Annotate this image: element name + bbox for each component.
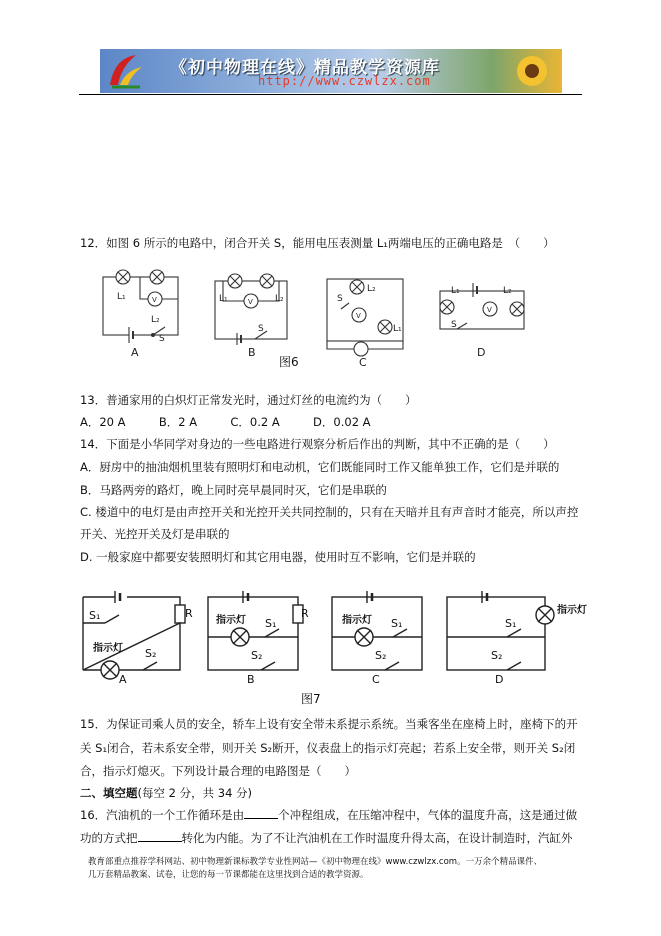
section2-title: 二、填空题 xyxy=(80,786,138,800)
q16-line2 xyxy=(80,830,573,846)
q16-blank2[interactable] xyxy=(138,841,182,842)
circuit-6b xyxy=(215,274,287,345)
q16-blank1[interactable] xyxy=(244,818,278,819)
q13-option-b: B．2 A xyxy=(158,415,198,429)
q15-stem-line2: 关 S₁闭合，若未系安全带，则开关 S₂断开，仪表盘上的指示灯亮起；若系上安全带，则开关 S₂闭 xyxy=(80,741,576,755)
q13-option-d: D．0.02 A xyxy=(313,415,371,429)
q13-stem: 13．普通家用的白炽灯正常发光时，通过灯丝的电流约为（ ） xyxy=(80,393,417,407)
q16-part2: 个冲程组成，在压缩冲程中，气体的温度升高，这是通过做 xyxy=(278,808,578,822)
option-7a: A xyxy=(119,673,127,683)
circuit-6c xyxy=(327,279,403,356)
label-7d-s1: S₁ xyxy=(505,617,517,630)
figure-6 xyxy=(95,265,535,370)
label-7c-s1: S₁ xyxy=(391,617,403,630)
label-6c-v: V xyxy=(356,312,361,320)
figure-7-caption: 图7 xyxy=(301,692,321,706)
footer-line1: 教育部重点推荐学科网站、初中物理新课标教学专业性网站—《初中物理在线》www.czwlzx.com。一万余个精品课件、 xyxy=(88,857,543,867)
label-6a-l1: L₁ xyxy=(117,292,126,302)
label-7d-lamp: 指示灯 xyxy=(557,605,587,616)
q15-stem-line3: 合，指示灯熄灭。下列设计最合理的电路图是（ ） xyxy=(80,764,356,778)
figure-6-caption: 图6 xyxy=(279,355,299,369)
q14-option-b: B．马路两旁的路灯，晚上同时亮早晨同时灭，它们是串联的 xyxy=(80,483,387,497)
label-7a-r: R xyxy=(185,607,193,620)
footer-line2: 几万套精品教案、试卷，让您的每一节课都能在这里找到合适的教学资源。 xyxy=(88,870,369,880)
label-7b-s1: S₁ xyxy=(265,617,277,630)
option-6d: D xyxy=(477,346,486,359)
label-7c-lamp: 指示灯 xyxy=(342,615,372,626)
label-6b-s: S xyxy=(258,324,264,334)
q16-part4: 转化为内能。为了不让汽油机在工作时温度升得太高，在设计制造时，汽缸外 xyxy=(181,831,573,845)
option-6b: B xyxy=(248,346,256,359)
header-banner xyxy=(100,49,562,93)
label-7a-s1: S₁ xyxy=(89,609,101,622)
header-rule xyxy=(79,94,582,95)
label-6d-l2: L₂ xyxy=(503,286,512,296)
q13-option-a: A．20 A xyxy=(80,415,126,429)
label-6c-l2: L₂ xyxy=(367,284,376,294)
label-7b-r: R xyxy=(301,607,309,620)
label-6b-l1: L₁ xyxy=(219,294,228,304)
label-6a-l2: L₂ xyxy=(151,315,160,325)
label-6a-v: V xyxy=(152,296,157,304)
site-logo-icon xyxy=(106,53,146,89)
label-6c-s: S xyxy=(337,294,343,304)
figure-7 xyxy=(75,583,595,683)
label-7c-s2: S₂ xyxy=(375,649,387,662)
q14-option-c-cont: 开关、光控开关及灯是串联的 xyxy=(80,527,230,541)
sunflower-icon xyxy=(512,53,552,89)
q14-stem: 14．下面是小华同学对身边的一些电路进行观察分析后作出的判断，其中不正确的是（ ） xyxy=(80,437,555,451)
label-7b-lamp: 指示灯 xyxy=(216,615,246,626)
q16-line1 xyxy=(80,807,577,823)
label-6d-l1: L₁ xyxy=(451,286,460,296)
label-6c-l1: L₁ xyxy=(393,324,402,334)
option-6a: A xyxy=(131,346,139,359)
q16-part3: 功的方式把 xyxy=(80,831,138,845)
option-7d: D xyxy=(495,673,504,683)
label-7a-s2: S₂ xyxy=(145,647,157,660)
label-6d-s: S xyxy=(451,320,457,330)
banner-title: 《初中物理在线》精品教学资源库 xyxy=(170,58,440,78)
q13-options xyxy=(80,414,371,430)
q14-option-c: C. 楼道中的电灯是由声控开关和光控开关共同控制的，只有在天暗并且有声音时才能亮，所以声控 xyxy=(80,505,579,519)
option-7b: B xyxy=(247,673,255,683)
label-6a-s: S xyxy=(159,334,165,344)
section2-note: (每空 2 分，共 34 分) xyxy=(137,786,253,800)
option-6c: C xyxy=(359,356,367,369)
label-7d-s2: S₂ xyxy=(491,649,503,662)
q16-part1: 16．汽油机的一个工作循环是由 xyxy=(80,808,245,822)
q13-option-c: C．0.2 A xyxy=(230,415,280,429)
circuit-7a xyxy=(83,591,185,679)
label-6b-l2: L₂ xyxy=(275,294,284,304)
label-7b-s2: S₂ xyxy=(251,649,263,662)
section2-heading xyxy=(80,785,252,801)
q15-stem-line1: 15．为保证司乘人员的安全，轿车上设有安全带未系提示系统。当乘客坐在座椅上时，座椅下的开 xyxy=(80,717,578,731)
label-6b-v: V xyxy=(248,298,253,306)
banner-url[interactable]: http://www.czwlzx.com xyxy=(258,74,431,88)
option-7c: C xyxy=(372,673,380,683)
label-7a-lamp: 指示灯 xyxy=(93,643,123,654)
circuit-6a xyxy=(103,270,178,343)
label-6d-v: V xyxy=(487,306,492,314)
q14-option-d: D. 一般家庭中都要安装照明灯和其它用电器，使用时互不影响，它们是并联的 xyxy=(80,550,476,564)
q14-option-a: A．厨房中的抽油烟机里装有照明灯和电动机，它们既能同时工作又能单独工作，它们是并联的 xyxy=(80,460,560,474)
q12-stem: 12．如图 6 所示的电路中，闭合开关 S，能用电压表测量 L₁两端电压的正确电路是 （ ） xyxy=(80,236,555,250)
